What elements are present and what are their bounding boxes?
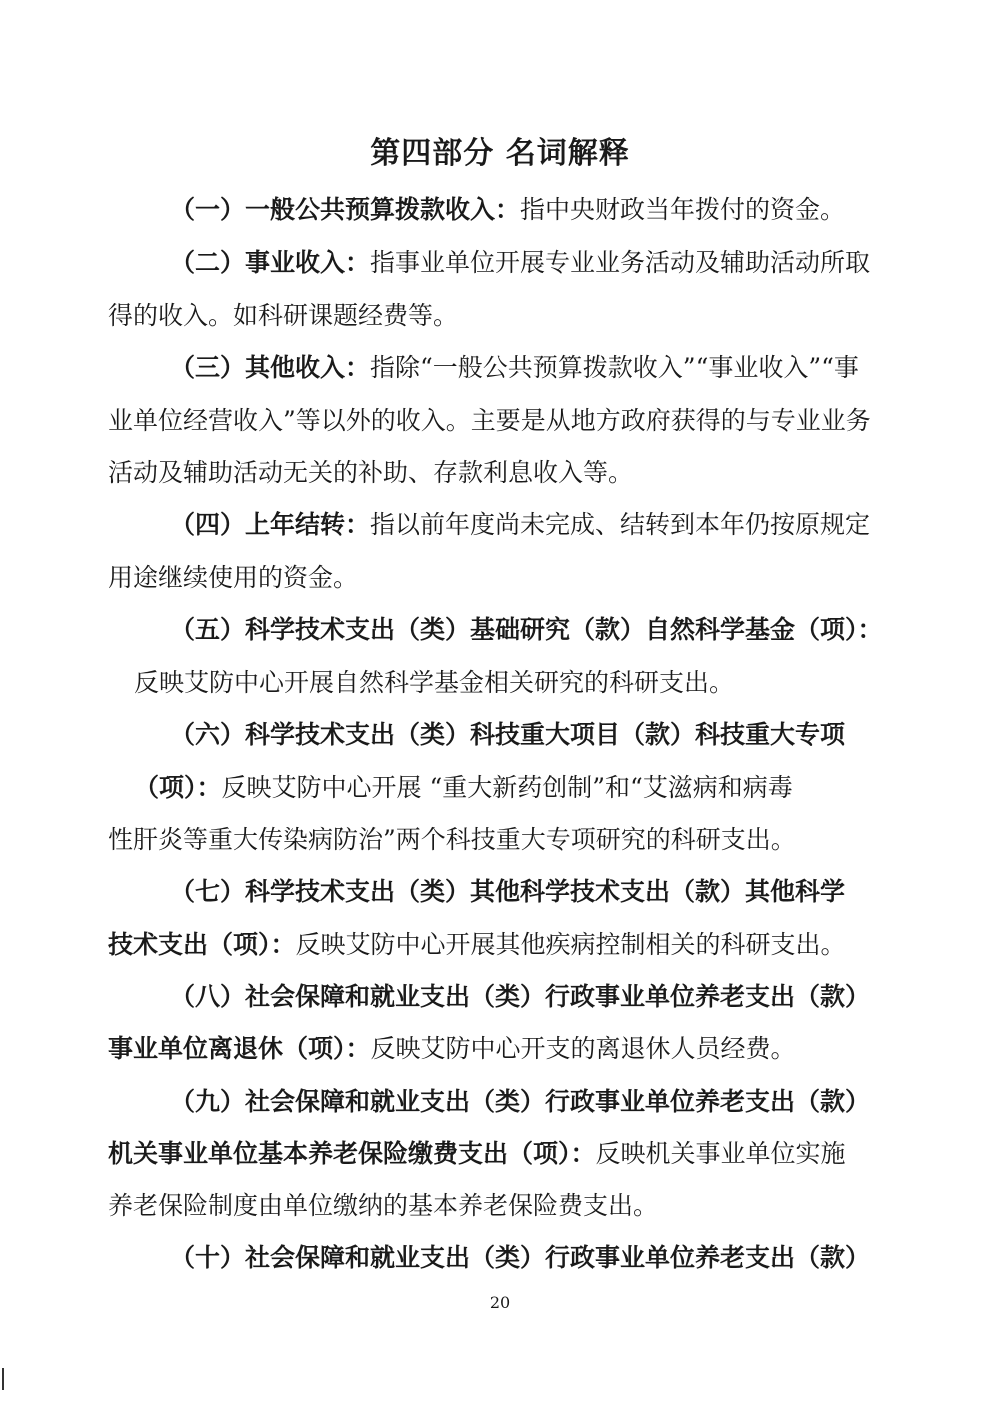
item-9-text-1: 反映机关事业单位实施 [595, 1139, 846, 1168]
item-9-label-2: 机关事业单位基本养老保险缴费支出（项）： [108, 1139, 596, 1168]
item-6-text-2: 性肝炎等重大传染病防治”两个科技重大专项研究的科研支出。 [108, 825, 796, 854]
item-6-text-1: 反映艾防中心开展 “重大新药创制”和“艾滋病和病毒 [221, 773, 793, 802]
item-1-label: （一）一般公共预算拨款收入： [170, 195, 521, 224]
item-4-text-1: 指以前年度尚未完成、结转到本年仍按原规定 [370, 510, 871, 539]
item-3-text-3: 活动及辅助活动无关的补助、存款利息收入等。 [108, 458, 634, 487]
item-9-label: （九）社会保障和就业支出（类）行政事业单位养老支出（款） [170, 1087, 871, 1116]
item-5-label: （五）科学技术支出（类）基础研究（款）自然科学基金（项）： [170, 615, 883, 644]
item-8-label-2: 事业单位离退休（项）： [108, 1034, 371, 1063]
item-7-line-2 [108, 925, 846, 965]
item-8-label: （八）社会保障和就业支出（类）行政事业单位养老支出（款） [170, 982, 871, 1011]
item-2-line-1 [170, 243, 870, 283]
item-1-text: 指中央财政当年拨付的资金。 [520, 195, 846, 224]
item-3-label: （三）其他收入： [170, 353, 371, 382]
item-2-text-2: 得的收入。如科研课题经费等。 [108, 301, 459, 330]
item-6-line-2 [134, 768, 793, 808]
page-title: 第四部分 名词解释 [370, 136, 630, 171]
item-6-label-2: （项）： [134, 773, 222, 802]
item-1-line-1 [170, 190, 845, 230]
item-3-text-2: 业单位经营收入”等以外的收入。主要是从地方政府获得的与专业业务 [108, 406, 871, 435]
item-5-text: 反映艾防中心开展自然科学基金相关研究的科研支出。 [134, 668, 735, 697]
item-4-text-2: 用途继续使用的资金。 [108, 563, 359, 592]
item-7-label-2: 技术支出（项）： [108, 930, 296, 959]
item-7-label: （七）科学技术支出（类）其他科学技术支出（款）其他科学 [170, 877, 846, 906]
item-8-line-2 [108, 1029, 796, 1069]
page-number: 20 [489, 1293, 511, 1312]
item-4-label: （四）上年结转： [170, 510, 371, 539]
item-2-label: （二）事业收入： [170, 248, 371, 277]
item-3-text-1: 指除“一般公共预算拨款收入”“事业收入”“事 [370, 353, 859, 382]
item-8-text: 反映艾防中心开支的离退休人员经费。 [370, 1034, 796, 1063]
item-9-text-2: 养老保险制度由单位缴纳的基本养老保险费支出。 [108, 1191, 659, 1220]
item-4-line-1 [170, 505, 870, 545]
item-6-label: （六）科学技术支出（类）科技重大项目（款）科技重大专项 [170, 720, 846, 749]
item-2-text-1: 指事业单位开展专业业务活动及辅助活动所取 [370, 248, 871, 277]
item-9-line-2 [108, 1134, 846, 1174]
item-10-label: （十）社会保障和就业支出（类）行政事业单位养老支出（款） [170, 1243, 871, 1272]
margin-mark [2, 1368, 4, 1390]
item-3-line-1 [170, 348, 859, 388]
item-7-text: 反映艾防中心开展其他疾病控制相关的科研支出。 [295, 930, 846, 959]
